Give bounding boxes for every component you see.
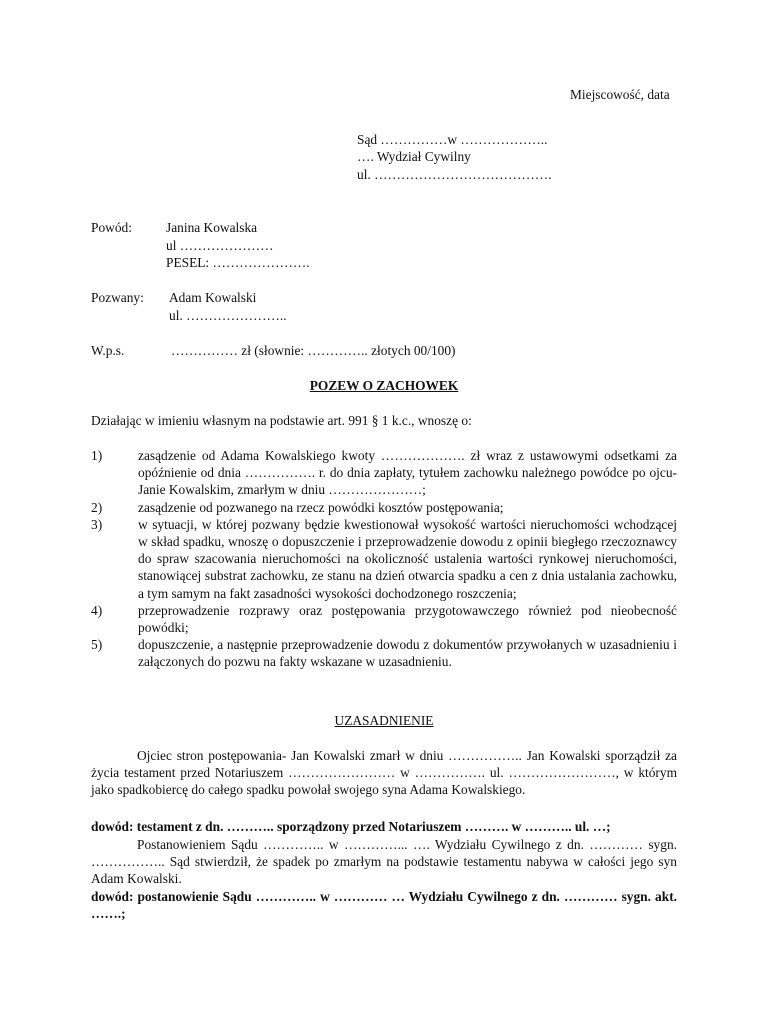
plaintiff-label: Powód: <box>91 220 132 235</box>
plaintiff-pesel: PESEL: …………………. <box>166 255 310 270</box>
list-item <box>91 602 677 636</box>
list-item <box>91 636 677 670</box>
list-item-number: 1) <box>91 448 103 463</box>
evidence-line-2: dowód: postanowienie Sądu ………….. w ………… … Wydziału Cywilnego z dn. ………… sygn. akt. …….; <box>91 889 677 922</box>
wps-value: …………… zł (słownie: ………….. złotych 00/100) <box>171 343 456 358</box>
list-item <box>91 516 677 602</box>
list-item-number: 4) <box>91 602 103 618</box>
justification-heading: UZASADNIENIE <box>334 713 434 728</box>
place-date: Miejscowość, data <box>570 87 670 102</box>
justification-paragraph-2: Postanowieniem Sądu ………….. w …………... …. Wydziału Cywilnego z dn. ………… sygn. …………….. Sąd stwierdził, że spadek po zmarłym na podstawie testamentu nabywa w całości jego syn Adam Kowalski. <box>91 837 677 887</box>
list-item-number: 5) <box>91 637 103 653</box>
list-item <box>91 447 677 499</box>
list-item-text: w sytuacji, w której pozwany będzie kwestionował wysokość wartości nieruchomości wchodzącej w skład spadku, wnoszę o dopuszczenie i przeprowadzenie dowodu z opinii biegłego rzeczoznawcy do spraw szacowania nieruchomości na okoliczność ustalenia wartości rynkowej nieruchomości, stanowiącej substrat zachowku, ze stanu na dzień otwarcia spadku a cen z dnia ustalania zachowku, a tym samym na fakt zasadności wysokości dochodzonego roszczenia; <box>138 516 677 601</box>
list-item-number: 3) <box>91 516 103 532</box>
list-item-text: zasądzenie od Adama Kowalskiego kwoty ………………. zł wraz z ustawowymi odsetkami za opóźnienie od dnia ……………. r. do dnia zapłaty, tytułem zachowku należnego powódce po ojcu- Janie Kowalskim, zmarłym w dniu …………………; <box>138 448 677 498</box>
court-line-2: …. Wydział Cywilny <box>357 149 471 164</box>
plaintiff-name: Janina Kowalska <box>166 220 258 235</box>
list-item-text: zasądzenie od pozwanego na rzecz powódki kosztów postępowania; <box>138 499 504 515</box>
list-item-text: dopuszczenie, a następnie przeprowadzenie dowodu z dokumentów przywołanych w uzasadnieniu i załączonych do pozwu na fakty wskazane w uzasadnieniu. <box>138 637 677 670</box>
requests-list <box>91 447 677 671</box>
evidence-line-1: dowód: testament z dn. ……….. sporządzony przed Notariuszem ………. w ……….. ul. …; <box>91 819 611 834</box>
plaintiff-street: ul ………………… <box>166 238 274 253</box>
list-item-number: 2) <box>91 499 103 515</box>
court-line-3: ul. …………………………………. <box>357 167 552 182</box>
intro-text: Działając w imieniu własnym na podstawie art. 991 § 1 k.c., wnoszę o: <box>91 413 472 428</box>
defendant-name: Adam Kowalski <box>169 290 257 305</box>
list-item <box>91 499 677 516</box>
court-line-1: Sąd ……………w ……………….. <box>357 132 548 147</box>
defendant-street: ul. ………………….. <box>169 308 287 323</box>
list-item-text: przeprowadzenie rozprawy oraz postępowania przygotowawczego również pod nieobecność powódki; <box>138 602 677 636</box>
document-title: POZEW O ZACHOWEK <box>309 378 459 393</box>
wps-label: W.p.s. <box>91 343 125 358</box>
defendant-label: Pozwany: <box>91 290 144 305</box>
justification-paragraph-1: Ojciec stron postępowania- Jan Kowalski zmarł w dniu …………….. Jan Kowalski sporządził za życia testament przed Notariuszem …………………… w ……………. ul. ……………………, w którym jako spadkobiercę do całego spadku powołał swojego syna Adama Kowalskiego. <box>91 748 677 798</box>
